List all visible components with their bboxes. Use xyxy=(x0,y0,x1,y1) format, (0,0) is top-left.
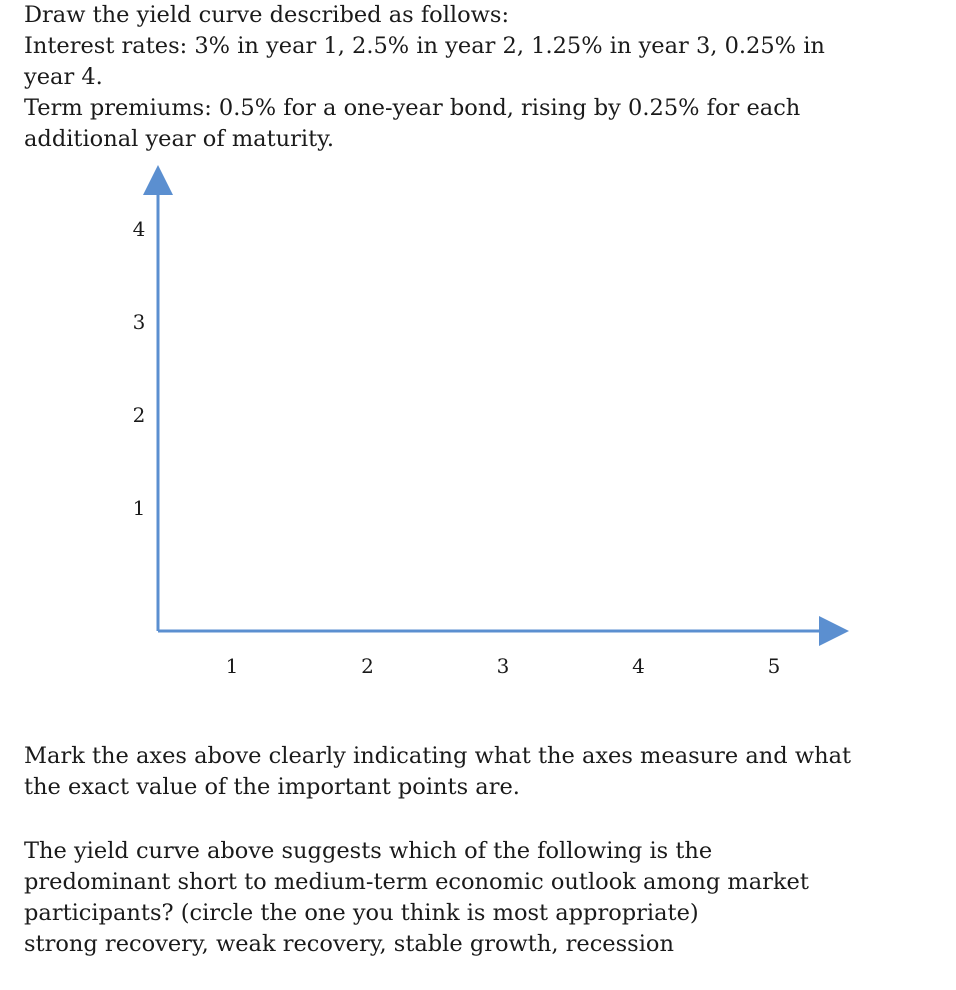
x-tick-label-2: 2 xyxy=(361,654,374,678)
answer-options: strong recovery, weak recovery, stable growth, recession xyxy=(24,931,674,957)
question-line: predominant short to medium-term economic outlook among market xyxy=(24,869,809,895)
x-tick-label-5: 5 xyxy=(767,654,781,678)
intro-line: Term premiums: 0.5% for a one-year bond, rising by 0.25% for each xyxy=(24,95,801,121)
y-tick-label-1: 1 xyxy=(132,496,146,520)
x-tick-labels xyxy=(226,654,781,678)
question-line: participants? (circle the one you think is most appropriate) xyxy=(24,900,699,926)
y-tick-labels xyxy=(133,217,146,520)
instruction-line: the exact value of the important points are. xyxy=(24,774,520,800)
x-tick-label-1: 1 xyxy=(225,654,239,678)
y-tick-label-4: 4 xyxy=(132,217,146,241)
intro-line: additional year of maturity. xyxy=(24,126,334,152)
intro-line: Interest rates: 3% in year 1, 2.5% in year 2, 1.25% in year 3, 0.25% in xyxy=(24,33,825,59)
x-tick-label-4: 4 xyxy=(632,654,645,678)
instruction-text xyxy=(24,741,851,803)
x-tick-label-3: 3 xyxy=(496,654,510,678)
intro-line: year 4. xyxy=(24,64,103,90)
instruction-line: Mark the axes above clearly indicating what the axes measure and what xyxy=(24,743,852,769)
intro-line: Draw the yield curve described as follows: xyxy=(24,2,510,28)
question-line: The yield curve above suggests which of the following is the xyxy=(24,838,713,864)
question-text xyxy=(24,836,809,960)
y-tick-label-2: 2 xyxy=(132,403,146,427)
y-tick-label-3: 3 xyxy=(132,310,146,334)
